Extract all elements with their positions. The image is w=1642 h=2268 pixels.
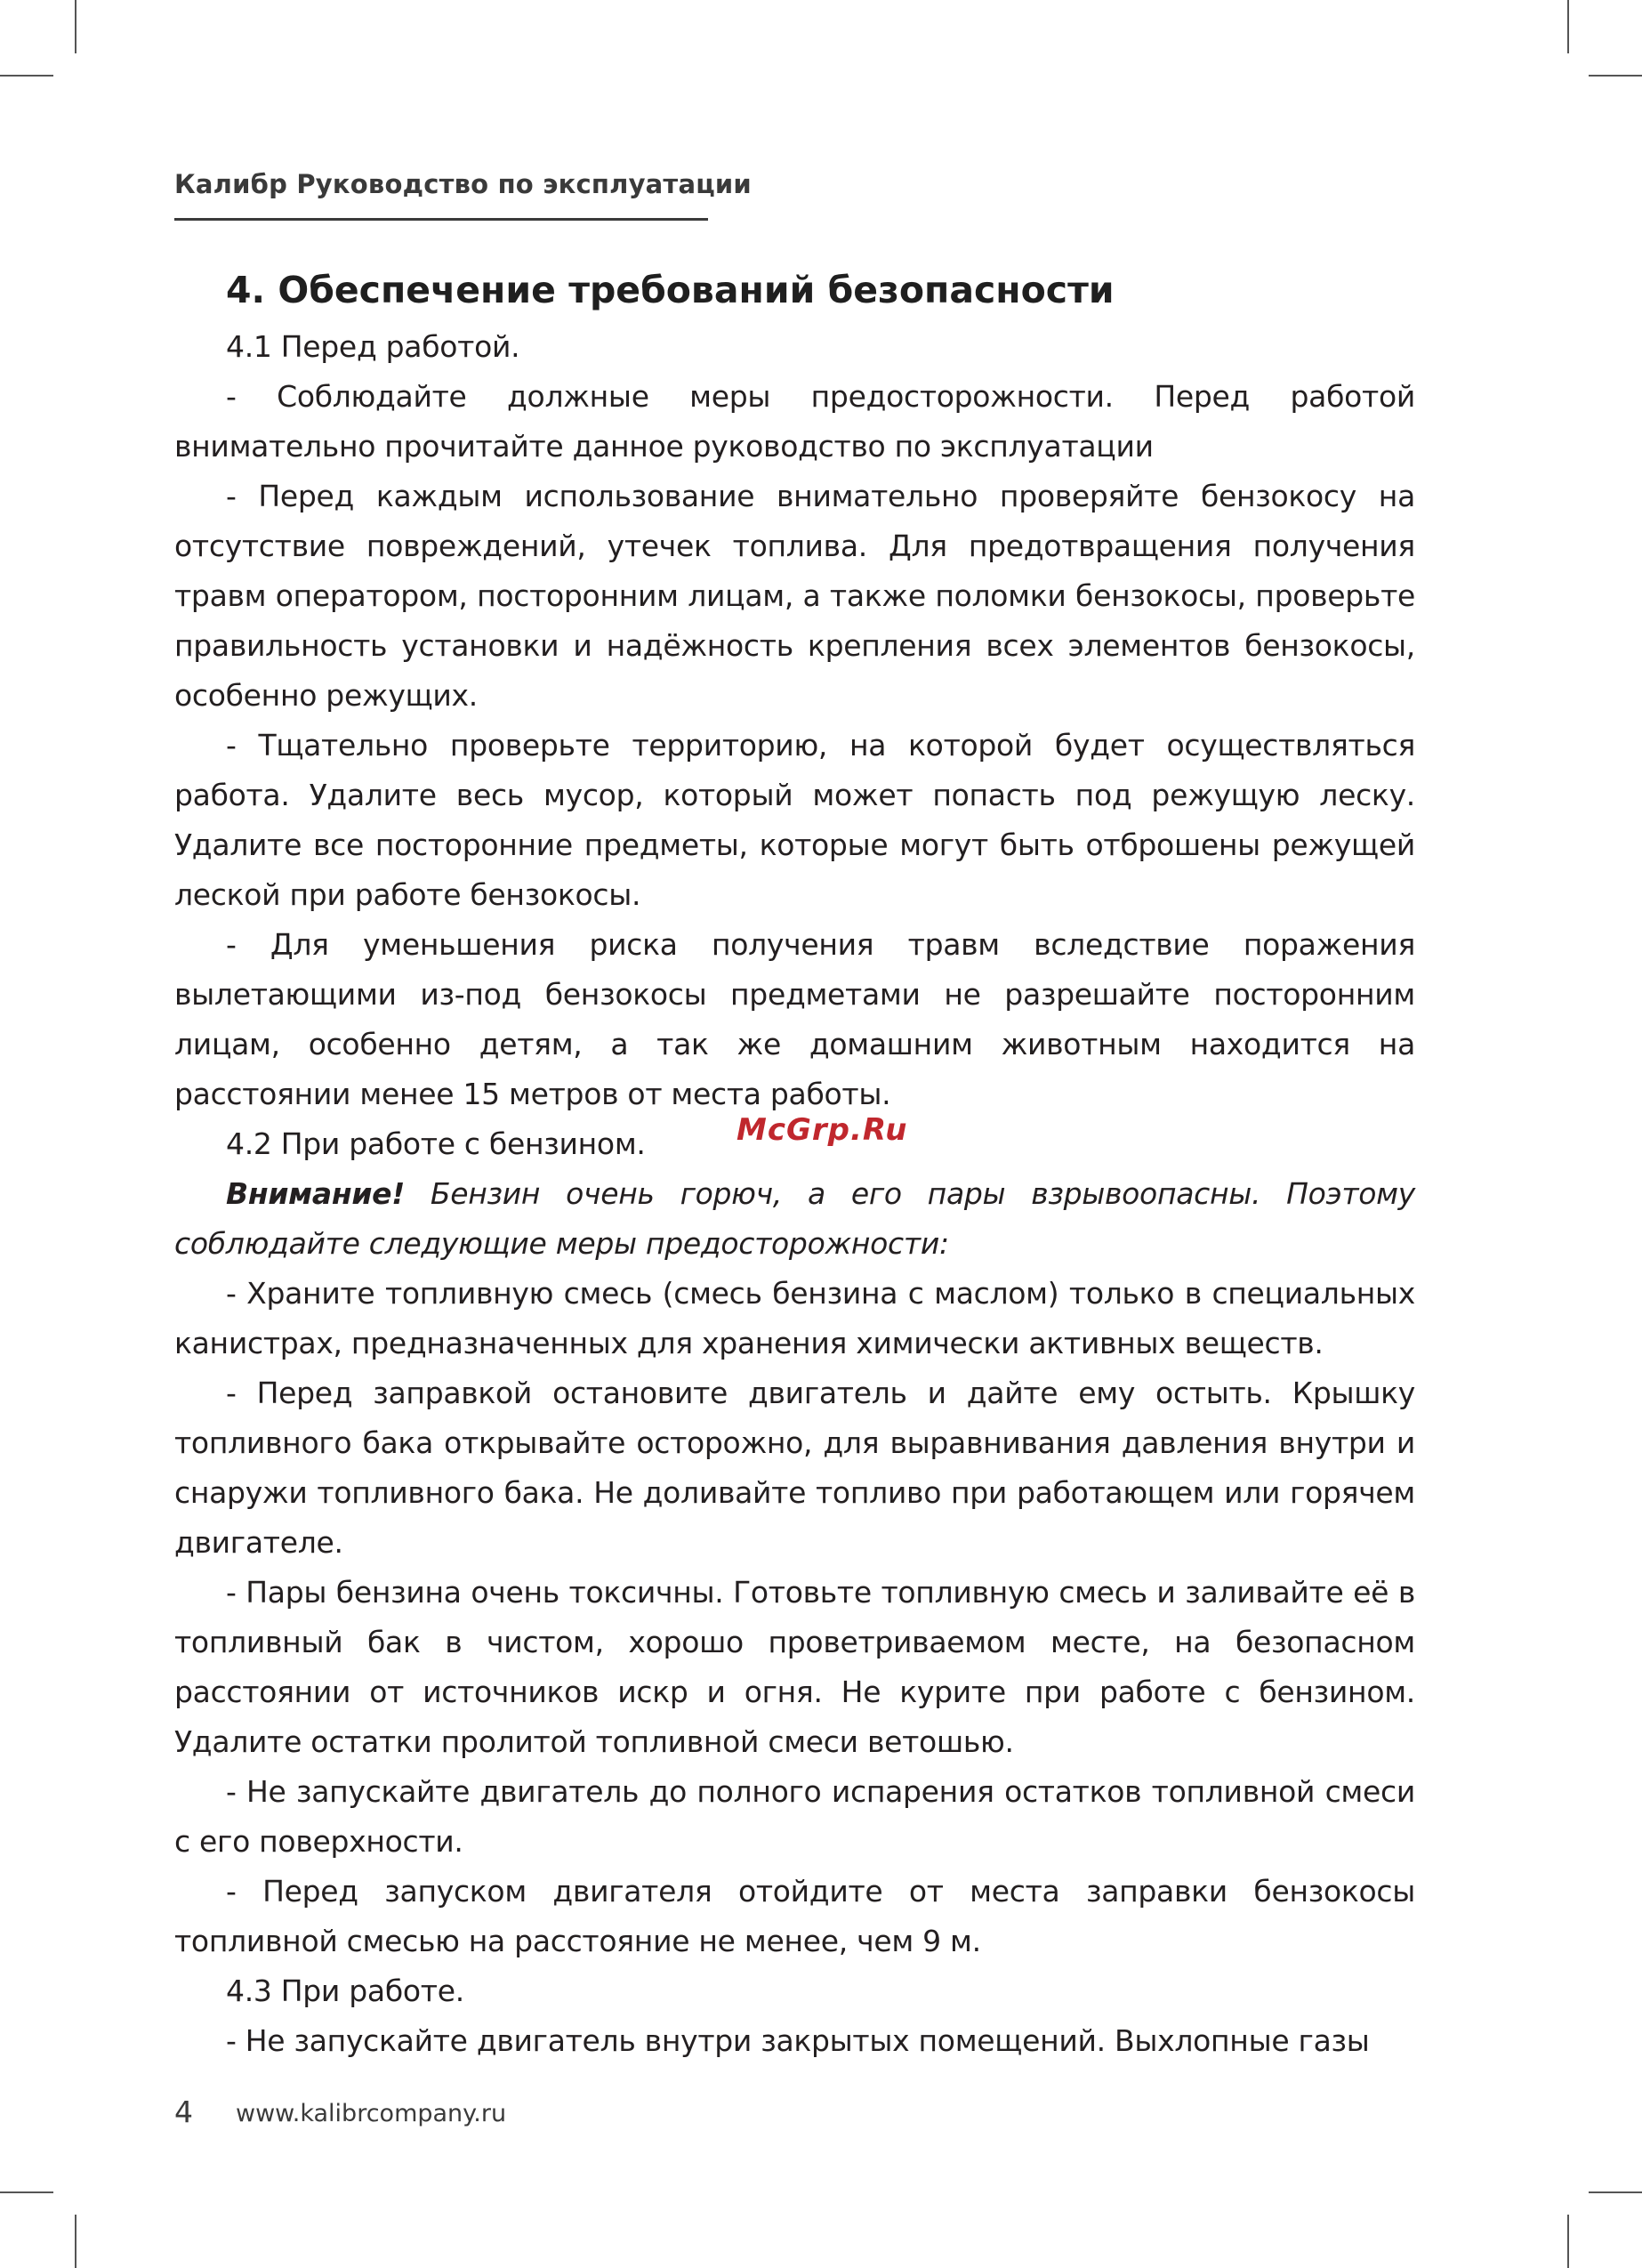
running-header: Калибр Руководство по эксплуатации: [174, 169, 752, 199]
crop-mark-top-right-h: [1589, 75, 1642, 77]
paragraph: - Не запускайте двигатель до полного испарения остатков топливной смеси с его поверхности.: [174, 1774, 1415, 1859]
footer-url: www.kalibrcompany.ru: [236, 2100, 507, 2127]
paragraph: - Перед запуском двигателя отойдите от места заправки бензокосы топливной смесью на расстояние не менее, чем 9 м.: [174, 1874, 1415, 1958]
warning-text: Бензин очень горюч, а его пары взрывоопасны. Поэтому соблюдайте следующие меры предосторожности:: [174, 1176, 1415, 1261]
crop-mark-bottom-right: [1567, 2215, 1569, 2268]
paragraph: - Перед заправкой остановите двигатель и дайте ему остыть. Крышку топливного бака открывайте осторожно, для выравнивания давления внутри и снаружи топливного бака. Не доливайте топливо при работающем или горячем двигателе.: [174, 1376, 1415, 1560]
paragraph: - Перед каждым использование внимательно проверяйте бензокосу на отсутствие повреждений, утечек топлива. Для предотвращения получения травм оператором, посторонним лицам, а также поломки бензокосы, проверьте правильность установки и надёжность крепления всех элементов бензокосы, особенно режущих.: [174, 479, 1415, 713]
crop-mark-bottom-left: [75, 2215, 76, 2268]
paragraph: - Пары бензина очень токсичны. Готовьте топливную смесь и заливайте её в топливный бак в чистом, хорошо проветриваемом месте, на безопасном расстоянии от источников искр и огня. Не курите при работе с бензином. Удалите остатки пролитой топливной смеси ветошью.: [174, 1575, 1415, 1759]
warning-label: Внимание!: [226, 1176, 405, 1211]
subsection-heading-4-3: 4.3 При работе.: [226, 1973, 464, 2008]
page-content: [174, 258, 1415, 2066]
paragraph: - Тщательно проверьте территорию, на которой будет осуществляться работа. Удалите весь мусор, который может попасть под режущую леску. Удалите все посторонние предметы, которые могут быть отброшены режущей леской при работе бензокосы.: [174, 728, 1415, 912]
crop-mark-bottom-left-h: [0, 2191, 53, 2193]
paragraph: - Храните топливную смесь (смесь бензина с маслом) только в специальных канистрах, предназначенных для хранения химически активных веществ.: [174, 1276, 1415, 1360]
paragraph-last: - Не запускайте двигатель внутри закрытых помещений. Выхлопные газы: [226, 2023, 1370, 2058]
subsection-heading-4-1: 4.1 Перед работой.: [226, 329, 520, 364]
paragraph: - Для уменьшения риска получения травм вследствие поражения вылетающими из-под бензокосы предметами не разрешайте посторонним лицам, особенно детям, а так же домашним животным находится на расстоянии менее 15 метров от места работы.: [174, 927, 1415, 1111]
page-number: 4: [174, 2094, 193, 2129]
watermark: McGrp.Ru: [736, 1112, 908, 1148]
subsection-heading-4-2: 4.2 При работе с бензином.: [226, 1126, 646, 1161]
crop-mark-bottom-right-h: [1589, 2191, 1642, 2193]
section-title: 4. Обеспечение требований безопасности: [226, 269, 1115, 311]
crop-mark-top-left-h: [0, 75, 53, 77]
paragraph: - Соблюдайте должные меры предосторожности. Перед работой внимательно прочитайте данное руководство по эксплуатации: [174, 379, 1415, 464]
crop-mark-top-left: [75, 0, 76, 53]
crop-mark-top-right: [1567, 0, 1569, 53]
warning-paragraph: [174, 1169, 1415, 1269]
header-rule: [174, 218, 708, 221]
